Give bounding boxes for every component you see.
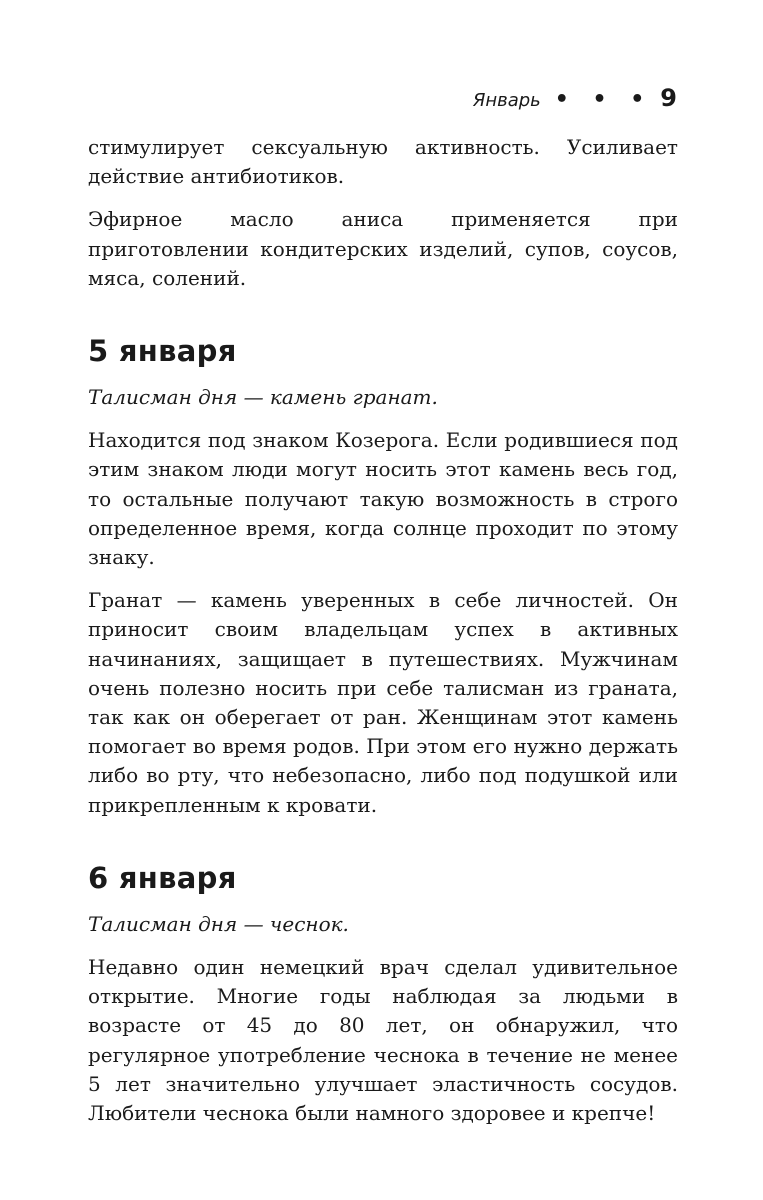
section-jan-5: [88, 333, 678, 820]
running-head: [473, 84, 677, 112]
talisman-line: Талисман дня — камень гранат.: [88, 385, 438, 410]
paragraph: Недавно один немецкий врач сделал удивительное открытие. Многие годы наблюдая за людьми в возрасте от 45 до 80 лет, он обнаружил, что регулярное употребление чеснока в течение не менее 5 лет значительно улучшает эластичность сосудов. Любители чеснока были намного здоровее и крепче!: [88, 955, 678, 1126]
intro-block: [88, 133, 678, 293]
talisman-line: Талисман дня — чеснок.: [88, 911, 349, 936]
paragraph: Эфирное масло аниса применяется при приготовлении кондитерских изделий, супов, соусов, мяса, солений.: [88, 207, 678, 290]
section-heading: 5 января: [88, 334, 237, 369]
running-head-dots: • • •: [554, 87, 653, 112]
page-content: [88, 133, 678, 1128]
section-jan-6: [88, 860, 678, 1128]
paragraph: Находится под знаком Козерога. Если родившиеся под этим знаком люди могут носить этот камень весь год, то остальные получают такую возможность в строго определенное время, когда солнце проходит по этому знаку.: [88, 428, 678, 570]
page-number: 9: [660, 84, 677, 112]
section-heading: 6 января: [88, 860, 237, 895]
paragraph: Гранат — камень уверенных в себе личностей. Он приносит своим владельцам успех в активных начинаниях, защищает в путешествиях. Мужчинам очень полезно носить при себе талисман из граната, так как он оберегает от ран. Женщинам этот камень помогает во время родов. При этом его нужно держать либо во рту, что небезопасно, либо под подушкой или прикрепленным к кровати.: [88, 588, 678, 817]
paragraph: стимулирует сексуальную активность. Усиливает действие антибиотиков.: [88, 135, 678, 189]
running-head-title: Январь: [472, 90, 541, 111]
